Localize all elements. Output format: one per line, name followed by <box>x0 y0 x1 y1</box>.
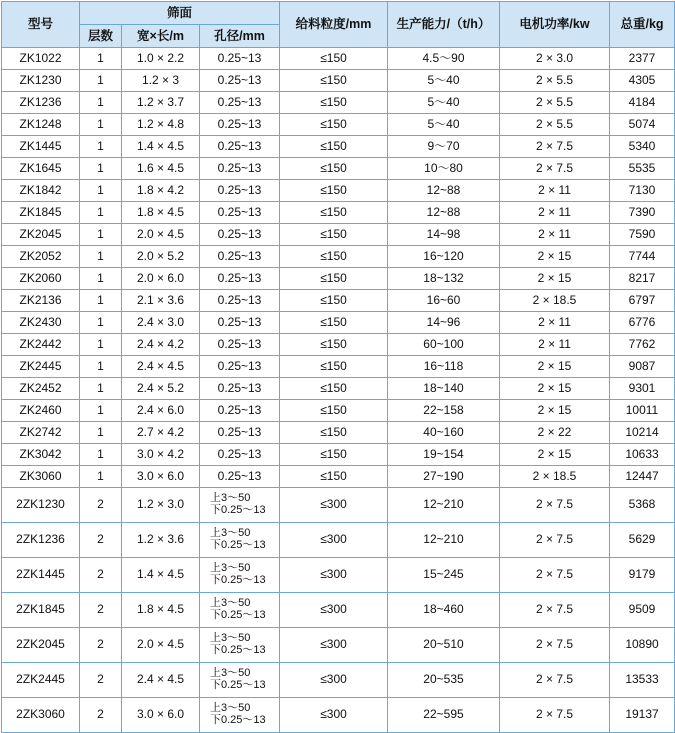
table-row <box>2 593 675 628</box>
cell-motor-power: 2 × 7.5 <box>500 523 610 558</box>
cell-feed-size: ≤300 <box>280 698 388 733</box>
cell-capacity: 10～80 <box>388 158 500 180</box>
cell-layers: 1 <box>80 180 122 202</box>
table-row <box>2 698 675 733</box>
cell-total-weight: 7762 <box>610 334 675 356</box>
cell-total-weight: 6797 <box>610 290 675 312</box>
cell-motor-power: 2 × 15 <box>500 268 610 290</box>
cell-motor-power: 2 × 7.5 <box>500 558 610 593</box>
cell-aperture <box>200 523 280 558</box>
table-row <box>2 180 675 202</box>
cell-motor-power: 2 × 15 <box>500 246 610 268</box>
cell-total-weight: 19137 <box>610 698 675 733</box>
cell-size: 2.0 × 4.5 <box>122 628 200 663</box>
cell-total-weight: 5074 <box>610 114 675 136</box>
cell-motor-power: 2 × 11 <box>500 202 610 224</box>
cell-capacity: 20~535 <box>388 663 500 698</box>
table-row <box>2 400 675 422</box>
table-row <box>2 628 675 663</box>
cell-capacity: 40~160 <box>388 422 500 444</box>
header-capacity: 生产能力/（t/h） <box>388 2 500 48</box>
cell-aperture: 0.25~13 <box>200 312 280 334</box>
header-motor-power: 电机功率/kw <box>500 2 610 48</box>
cell-capacity: 18~460 <box>388 593 500 628</box>
cell-capacity: 14~96 <box>388 312 500 334</box>
table-row <box>2 523 675 558</box>
cell-model: ZK2442 <box>2 334 80 356</box>
cell-total-weight: 7590 <box>610 224 675 246</box>
cell-layers: 1 <box>80 246 122 268</box>
cell-aperture <box>200 488 280 523</box>
cell-feed-size: ≤150 <box>280 224 388 246</box>
cell-aperture: 0.25~13 <box>200 466 280 488</box>
header-model: 型号 <box>2 2 80 48</box>
cell-model: 2ZK1445 <box>2 558 80 593</box>
cell-motor-power: 2 × 7.5 <box>500 593 610 628</box>
header-row-top <box>2 2 675 25</box>
aperture-bottom: 下0.25～13 <box>210 679 266 691</box>
cell-model: ZK2136 <box>2 290 80 312</box>
cell-feed-size: ≤300 <box>280 663 388 698</box>
cell-model: ZK2060 <box>2 268 80 290</box>
cell-capacity: 5～40 <box>388 70 500 92</box>
cell-model: ZK1230 <box>2 70 80 92</box>
cell-total-weight: 10633 <box>610 444 675 466</box>
cell-total-weight: 5629 <box>610 523 675 558</box>
cell-capacity: 19~154 <box>388 444 500 466</box>
cell-model: ZK1845 <box>2 202 80 224</box>
table-row <box>2 422 675 444</box>
cell-motor-power: 2 × 22 <box>500 422 610 444</box>
cell-model: 2ZK1236 <box>2 523 80 558</box>
cell-layers: 1 <box>80 224 122 246</box>
cell-motor-power: 2 × 11 <box>500 312 610 334</box>
cell-size: 1.6 × 4.5 <box>122 158 200 180</box>
table-row <box>2 444 675 466</box>
cell-model: ZK1842 <box>2 180 80 202</box>
cell-aperture <box>200 663 280 698</box>
cell-motor-power: 2 × 11 <box>500 180 610 202</box>
cell-aperture: 0.25~13 <box>200 136 280 158</box>
cell-total-weight: 8217 <box>610 268 675 290</box>
cell-size: 2.0 × 6.0 <box>122 268 200 290</box>
cell-total-weight: 5535 <box>610 158 675 180</box>
cell-layers: 1 <box>80 48 122 70</box>
cell-motor-power: 2 × 7.5 <box>500 158 610 180</box>
cell-motor-power: 2 × 15 <box>500 378 610 400</box>
cell-feed-size: ≤300 <box>280 558 388 593</box>
cell-aperture: 0.25~13 <box>200 224 280 246</box>
cell-size: 2.4 × 4.5 <box>122 356 200 378</box>
cell-capacity: 16~60 <box>388 290 500 312</box>
cell-model: 2ZK3060 <box>2 698 80 733</box>
cell-motor-power: 2 × 5.5 <box>500 114 610 136</box>
cell-total-weight: 7744 <box>610 246 675 268</box>
cell-layers: 2 <box>80 628 122 663</box>
cell-size: 2.4 × 6.0 <box>122 400 200 422</box>
cell-aperture: 0.25~13 <box>200 114 280 136</box>
cell-aperture <box>200 628 280 663</box>
cell-capacity: 27~190 <box>388 466 500 488</box>
cell-size: 1.2 × 3.0 <box>122 488 200 523</box>
cell-model: ZK2460 <box>2 400 80 422</box>
table-header <box>2 2 675 48</box>
cell-total-weight: 12447 <box>610 466 675 488</box>
cell-feed-size: ≤300 <box>280 488 388 523</box>
cell-capacity: 22~595 <box>388 698 500 733</box>
table-row <box>2 378 675 400</box>
table-row <box>2 268 675 290</box>
aperture-bottom: 下0.25～13 <box>210 539 266 551</box>
cell-layers: 2 <box>80 593 122 628</box>
cell-total-weight: 7390 <box>610 202 675 224</box>
cell-aperture: 0.25~13 <box>200 202 280 224</box>
table-row <box>2 312 675 334</box>
cell-model: ZK1645 <box>2 158 80 180</box>
cell-capacity: 12~210 <box>388 488 500 523</box>
cell-feed-size: ≤150 <box>280 290 388 312</box>
cell-size: 1.2 × 3.7 <box>122 92 200 114</box>
cell-motor-power: 2 × 11 <box>500 334 610 356</box>
cell-motor-power: 2 × 3.0 <box>500 48 610 70</box>
table-body <box>2 48 675 733</box>
cell-feed-size: ≤150 <box>280 356 388 378</box>
aperture-bottom: 下0.25～13 <box>210 574 266 586</box>
cell-motor-power: 2 × 5.5 <box>500 70 610 92</box>
header-total-weight: 总重/kg <box>610 2 675 48</box>
cell-total-weight: 7130 <box>610 180 675 202</box>
cell-layers: 2 <box>80 558 122 593</box>
cell-feed-size: ≤150 <box>280 400 388 422</box>
cell-layers: 1 <box>80 158 122 180</box>
table-row <box>2 466 675 488</box>
cell-feed-size: ≤150 <box>280 180 388 202</box>
cell-model: ZK2445 <box>2 356 80 378</box>
cell-capacity: 20~510 <box>388 628 500 663</box>
cell-feed-size: ≤150 <box>280 136 388 158</box>
cell-layers: 1 <box>80 444 122 466</box>
cell-layers: 1 <box>80 378 122 400</box>
cell-layers: 1 <box>80 268 122 290</box>
cell-model: 2ZK2045 <box>2 628 80 663</box>
cell-aperture: 0.25~13 <box>200 158 280 180</box>
cell-capacity: 18~140 <box>388 378 500 400</box>
cell-model: ZK2045 <box>2 224 80 246</box>
cell-size: 1.2 × 4.8 <box>122 114 200 136</box>
table-row <box>2 158 675 180</box>
cell-aperture: 0.25~13 <box>200 444 280 466</box>
cell-feed-size: ≤150 <box>280 268 388 290</box>
cell-model: ZK1248 <box>2 114 80 136</box>
cell-capacity: 14~98 <box>388 224 500 246</box>
cell-motor-power: 2 × 7.5 <box>500 698 610 733</box>
cell-total-weight: 13533 <box>610 663 675 698</box>
header-feed-size: 给料粒度/mm <box>280 2 388 48</box>
cell-model: 2ZK2445 <box>2 663 80 698</box>
table-row <box>2 663 675 698</box>
cell-model: 2ZK1230 <box>2 488 80 523</box>
cell-motor-power: 2 × 7.5 <box>500 663 610 698</box>
cell-total-weight: 4184 <box>610 92 675 114</box>
cell-feed-size: ≤150 <box>280 334 388 356</box>
cell-aperture: 0.25~13 <box>200 246 280 268</box>
cell-size: 1.0 × 2.2 <box>122 48 200 70</box>
cell-aperture: 0.25~13 <box>200 400 280 422</box>
aperture-bottom: 下0.25～13 <box>210 609 266 621</box>
cell-layers: 2 <box>80 523 122 558</box>
cell-aperture: 0.25~13 <box>200 48 280 70</box>
cell-feed-size: ≤300 <box>280 523 388 558</box>
aperture-top: 上3～50 <box>210 597 251 610</box>
cell-size: 3.0 × 4.2 <box>122 444 200 466</box>
cell-size: 1.8 × 4.2 <box>122 180 200 202</box>
cell-feed-size: ≤150 <box>280 466 388 488</box>
cell-size: 2.0 × 5.2 <box>122 246 200 268</box>
cell-aperture <box>200 593 280 628</box>
cell-motor-power: 2 × 15 <box>500 400 610 422</box>
cell-motor-power: 2 × 7.5 <box>500 488 610 523</box>
cell-capacity: 12~88 <box>388 202 500 224</box>
cell-total-weight: 4305 <box>610 70 675 92</box>
header-aperture: 孔径/mm <box>200 25 280 48</box>
table-row <box>2 334 675 356</box>
cell-motor-power: 2 × 7.5 <box>500 136 610 158</box>
cell-size: 2.0 × 4.5 <box>122 224 200 246</box>
cell-model: ZK1022 <box>2 48 80 70</box>
table-row <box>2 246 675 268</box>
cell-aperture <box>200 558 280 593</box>
cell-capacity: 4.5～90 <box>388 48 500 70</box>
cell-feed-size: ≤300 <box>280 628 388 663</box>
cell-motor-power: 2 × 15 <box>500 356 610 378</box>
cell-motor-power: 2 × 5.5 <box>500 92 610 114</box>
header-screen-surface: 筛面 <box>80 2 280 25</box>
cell-feed-size: ≤150 <box>280 114 388 136</box>
cell-feed-size: ≤150 <box>280 378 388 400</box>
cell-layers: 1 <box>80 202 122 224</box>
cell-size: 1.8 × 4.5 <box>122 593 200 628</box>
aperture-top: 上3～50 <box>210 632 251 645</box>
cell-size: 2.1 × 3.6 <box>122 290 200 312</box>
aperture-top: 上3～50 <box>210 492 251 505</box>
cell-aperture <box>200 698 280 733</box>
aperture-top: 上3～50 <box>210 562 251 575</box>
cell-size: 2.4 × 5.2 <box>122 378 200 400</box>
cell-model: ZK2430 <box>2 312 80 334</box>
cell-total-weight: 10214 <box>610 422 675 444</box>
cell-capacity: 60~100 <box>388 334 500 356</box>
cell-layers: 2 <box>80 698 122 733</box>
table-row <box>2 558 675 593</box>
cell-aperture: 0.25~13 <box>200 378 280 400</box>
table-row <box>2 488 675 523</box>
table-row <box>2 114 675 136</box>
aperture-top: 上3～50 <box>210 702 251 715</box>
cell-feed-size: ≤150 <box>280 70 388 92</box>
cell-size: 3.0 × 6.0 <box>122 466 200 488</box>
cell-size: 1.2 × 3 <box>122 70 200 92</box>
cell-total-weight: 6776 <box>610 312 675 334</box>
cell-aperture: 0.25~13 <box>200 268 280 290</box>
cell-capacity: 12~88 <box>388 180 500 202</box>
cell-capacity: 16~120 <box>388 246 500 268</box>
cell-layers: 1 <box>80 400 122 422</box>
cell-feed-size: ≤150 <box>280 312 388 334</box>
cell-feed-size: ≤150 <box>280 92 388 114</box>
cell-capacity: 16~118 <box>388 356 500 378</box>
cell-layers: 1 <box>80 114 122 136</box>
cell-total-weight: 2377 <box>610 48 675 70</box>
cell-total-weight: 9509 <box>610 593 675 628</box>
header-size: 宽×长/m <box>122 25 200 48</box>
cell-feed-size: ≤150 <box>280 246 388 268</box>
cell-model: ZK2452 <box>2 378 80 400</box>
cell-model: ZK3060 <box>2 466 80 488</box>
cell-size: 1.4 × 4.5 <box>122 136 200 158</box>
cell-layers: 1 <box>80 422 122 444</box>
cell-size: 2.4 × 3.0 <box>122 312 200 334</box>
table-row <box>2 92 675 114</box>
cell-feed-size: ≤150 <box>280 444 388 466</box>
cell-size: 1.8 × 4.5 <box>122 202 200 224</box>
table-row <box>2 48 675 70</box>
cell-aperture: 0.25~13 <box>200 422 280 444</box>
aperture-bottom: 下0.25～13 <box>210 504 266 516</box>
cell-model: 2ZK1845 <box>2 593 80 628</box>
cell-size: 2.4 × 4.5 <box>122 663 200 698</box>
cell-aperture: 0.25~13 <box>200 334 280 356</box>
table-row <box>2 290 675 312</box>
cell-size: 1.2 × 3.6 <box>122 523 200 558</box>
cell-capacity: 15~245 <box>388 558 500 593</box>
cell-layers: 1 <box>80 466 122 488</box>
table-row <box>2 356 675 378</box>
cell-total-weight: 9087 <box>610 356 675 378</box>
cell-aperture: 0.25~13 <box>200 356 280 378</box>
header-layers: 层数 <box>80 25 122 48</box>
cell-motor-power: 2 × 7.5 <box>500 628 610 663</box>
cell-layers: 1 <box>80 136 122 158</box>
table-row <box>2 70 675 92</box>
cell-aperture: 0.25~13 <box>200 92 280 114</box>
cell-size: 2.7 × 4.2 <box>122 422 200 444</box>
cell-capacity: 5～40 <box>388 92 500 114</box>
aperture-top: 上3～50 <box>210 527 251 540</box>
cell-total-weight: 5340 <box>610 136 675 158</box>
aperture-bottom: 下0.25～13 <box>210 644 266 656</box>
cell-feed-size: ≤150 <box>280 158 388 180</box>
table-row <box>2 224 675 246</box>
cell-size: 3.0 × 6.0 <box>122 698 200 733</box>
cell-model: ZK1236 <box>2 92 80 114</box>
aperture-top: 上3～50 <box>210 667 251 680</box>
cell-capacity: 22~158 <box>388 400 500 422</box>
cell-motor-power: 2 × 18.5 <box>500 466 610 488</box>
cell-capacity: 18~132 <box>388 268 500 290</box>
cell-total-weight: 9179 <box>610 558 675 593</box>
cell-capacity: 5～40 <box>388 114 500 136</box>
cell-total-weight: 10011 <box>610 400 675 422</box>
cell-size: 1.4 × 4.5 <box>122 558 200 593</box>
cell-model: ZK2052 <box>2 246 80 268</box>
cell-layers: 2 <box>80 488 122 523</box>
cell-layers: 1 <box>80 70 122 92</box>
cell-capacity: 9～70 <box>388 136 500 158</box>
cell-layers: 1 <box>80 312 122 334</box>
cell-total-weight: 5368 <box>610 488 675 523</box>
cell-motor-power: 2 × 11 <box>500 224 610 246</box>
cell-size: 2.4 × 4.2 <box>122 334 200 356</box>
cell-aperture: 0.25~13 <box>200 180 280 202</box>
cell-feed-size: ≤150 <box>280 202 388 224</box>
cell-model: ZK3042 <box>2 444 80 466</box>
cell-model: ZK1445 <box>2 136 80 158</box>
cell-feed-size: ≤150 <box>280 422 388 444</box>
cell-capacity: 12~210 <box>388 523 500 558</box>
aperture-bottom: 下0.25～13 <box>210 714 266 726</box>
cell-layers: 1 <box>80 290 122 312</box>
cell-motor-power: 2 × 18.5 <box>500 290 610 312</box>
cell-layers: 1 <box>80 334 122 356</box>
cell-layers: 1 <box>80 356 122 378</box>
cell-model: ZK2742 <box>2 422 80 444</box>
cell-layers: 2 <box>80 663 122 698</box>
specification-table <box>1 1 675 733</box>
table-row <box>2 136 675 158</box>
cell-layers: 1 <box>80 92 122 114</box>
cell-feed-size: ≤150 <box>280 48 388 70</box>
cell-total-weight: 10890 <box>610 628 675 663</box>
cell-feed-size: ≤300 <box>280 593 388 628</box>
table-row <box>2 202 675 224</box>
cell-aperture: 0.25~13 <box>200 290 280 312</box>
cell-motor-power: 2 × 15 <box>500 444 610 466</box>
cell-total-weight: 9301 <box>610 378 675 400</box>
cell-aperture: 0.25~13 <box>200 70 280 92</box>
